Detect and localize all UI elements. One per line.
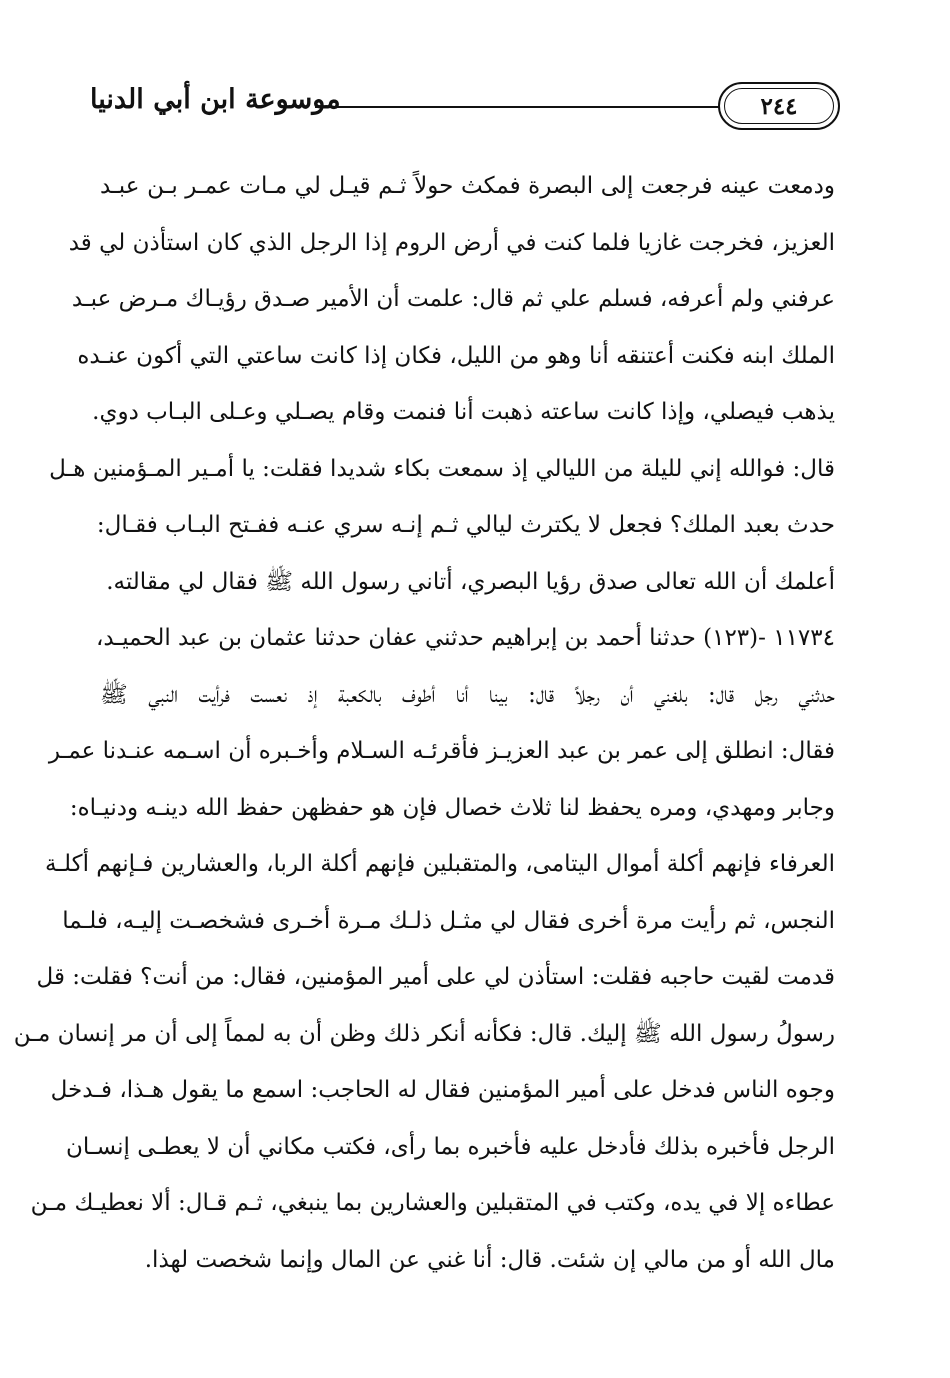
header-rule: [315, 106, 720, 108]
text-line: الملك ابنه فكنت أعتنقه أنا وهو من الليل، فكان إذا كانت ساعتي التي أكون عنـده: [77, 342, 835, 369]
paragraph: [68, 158, 835, 441]
text-line: العرفاء فإنهم أكلة أموال اليتامى، والمتقبلين فإنهم أكلة الربا، والعشارين فـإنهم أكلـة: [44, 851, 835, 877]
text-line: النجس، ثم رأيت مرة أخرى فقال لي مثـل ذلـك مـرة أخـرى فشخصـت إليـه، فلـما: [62, 907, 835, 934]
text-line: عطاءه إلا في يده، وكتب في المتقبلين والعشارين بما ينبغي، ثـم قـال: ألا نعطيـك مـن: [30, 1190, 835, 1216]
page-header: [90, 78, 840, 138]
text-line: ١١٧٣٤ -(١٢٣) حدثنا أحمد بن إبراهيم حدثني عفان حدثنا عثمان بن عبد الحميـد،: [96, 625, 835, 651]
text-line: فقال: انطلق إلى عمر بن عبد العزيـز فأقرئـه السـلام وأخـبره أن اسـمه عنـدنا عمـر: [48, 738, 835, 764]
text-line: العزيز، فخرجت غازيا فلما كنت في أرض الروم إذا الرجل الذي كان استأذن لي قد: [68, 229, 835, 256]
text-line: ودمعت عينه فرجعت إلى البصرة فمكث حولاً ثـم قيـل لي مـات عمـر بـن عبـد: [100, 173, 835, 199]
text-line: وجوه الناس فدخل على أمير المؤمنين فقال له الحاجب: اسمع ما يقول هـذا، فـدخل: [50, 1077, 835, 1103]
text-line: يذهب فيصلي، وإذا كانت ساعته ذهبت أنا فنمت وقام يصـلي وعـلى البـاب دوي.: [92, 399, 835, 425]
text-line: حدثني رجل قال: بلغني أن رجلاً قال: بينا أنا أطوف بالكعبة إذ نعست فرأيت النبي ﷺ: [100, 681, 835, 708]
text-line: رسولُ رسول الله ﷺ إليك. قال: فكأنه أنكر ذلك وظن أن به لمماً إلى أن مر إنسان مـن: [13, 1020, 835, 1047]
text-line: مال الله أو من مالي إن شئت. قال: أنا غني عن المال وإنما شخصت لهذا.: [144, 1246, 835, 1273]
text-line: عرفني ولم أعرفه، فسلم علي ثم قال: علمت أن الأمير صـدق رؤيـاك مـرض عبـد: [71, 286, 835, 312]
text-line: أعلمك أن الله تعالى صدق رؤيا البصري، أتاني رسول الله ﷺ فقال لي مقالته.: [106, 568, 835, 595]
page-number: ٢٤٤: [760, 93, 798, 120]
text-line: حدث بعبد الملك؟ فجعل لا يكترث ليالي ثـم إنـه سري عنـه ففـتح البـاب فقـال:: [96, 512, 835, 538]
text-line: الرجل فأخبره بذلك فأدخل عليه فأخبره بما رأى، فكتب مكاني أن لا يعطـى إنسـان: [66, 1133, 835, 1160]
paragraph: [49, 441, 835, 611]
paragraph: [13, 610, 835, 1288]
body-text: [13, 158, 835, 1288]
text-line: وجابر ومهدي، ومره يحفظ لنا ثلاث خصال فإن هو حفظهن حفظ الله دينـه ودنيـاه:: [69, 794, 835, 821]
book-title: موسوعة ابن أبي الدنيا: [90, 84, 341, 115]
page-number-frame: [718, 82, 840, 130]
text-line: قال: فوالله إني لليلة من الليالي إذ سمعت بكاء شديدا فقلت: يا أمـير المـؤمنين هـل: [49, 455, 835, 482]
text-line: قدمت لقيت حاجبه فقلت: استأذن لي على أمير المؤمنين، فقال: من أنت؟ فقلت: قل: [36, 964, 835, 990]
